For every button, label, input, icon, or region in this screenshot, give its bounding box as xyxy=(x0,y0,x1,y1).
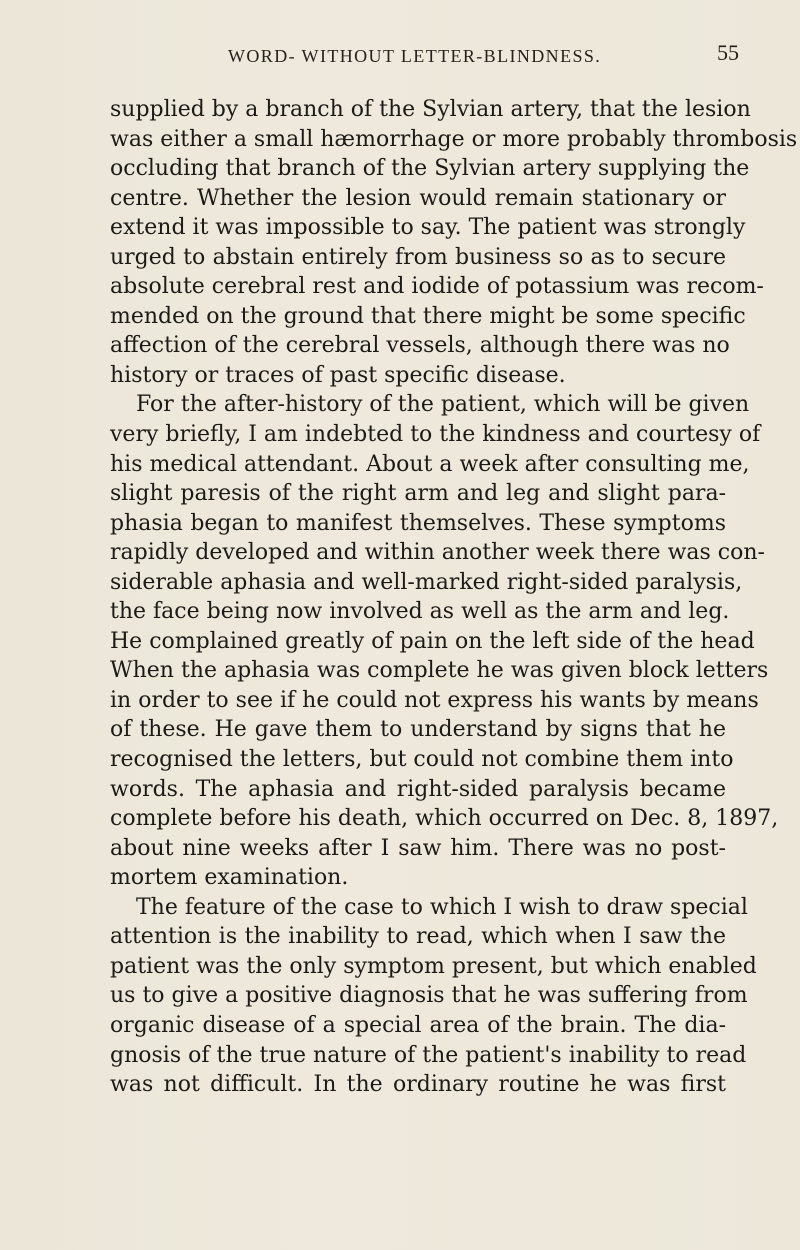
text-line: complete before his death, which occurred on Dec. 8, 1897, xyxy=(110,806,779,832)
text-line: us to give a positive diagnosis that he was suffering from xyxy=(110,983,748,1009)
page-number: 55 xyxy=(717,40,739,65)
text-line: occluding that branch of the Sylvian artery supplying the xyxy=(110,156,750,182)
text-line: supplied by a branch of the Sylvian artery, that the lesion xyxy=(110,97,751,122)
text-line: recognised the letters, but could not combine them into xyxy=(110,747,734,773)
text-line: the face being now involved as well as the arm and leg. xyxy=(110,599,730,625)
text-line: rapidly developed and within another week there was con- xyxy=(110,540,765,566)
text-line: gnosis of the true nature of the patient's inability to read xyxy=(110,1042,747,1068)
text-line: mended on the ground that there might be some specific xyxy=(110,303,746,329)
body-text xyxy=(110,95,798,1100)
text-line: organic disease of a special area of the brain. The dia- xyxy=(110,1012,726,1038)
text-line: words. The aphasia and right-sided paralysis became xyxy=(110,776,726,802)
paragraph-start-line: For the after-history of the patient, which will be given xyxy=(136,392,750,418)
text-line: absolute cerebral rest and iodide of potassium was recom- xyxy=(110,274,764,300)
text-line: mortem examination. xyxy=(110,865,349,891)
text-line: about nine weeks after I saw him. There was no post- xyxy=(110,835,726,861)
text-line: history or traces of past specific disease. xyxy=(110,362,566,388)
text-line: siderable aphasia and well-marked right-sided paralysis, xyxy=(110,569,743,595)
running-title: WORD- WITHOUT LETTER-BLINDNESS. xyxy=(228,46,602,66)
text-line: phasia began to manifest themselves. These symptoms xyxy=(110,510,726,536)
text-line: was not difficult. In the ordinary routine he was first xyxy=(110,1072,726,1098)
text-line: He complained greatly of pain on the left side of the head xyxy=(110,628,755,654)
text-line: centre. Whether the lesion would remain stationary or xyxy=(110,185,726,211)
text-line: was either a small hæmorrhage or more probably thrombosis xyxy=(110,126,798,152)
text-line: attention is the inability to read, which when I saw the xyxy=(110,924,726,950)
text-line: extend it was impossible to say. The patient was strongly xyxy=(110,215,746,241)
text-line: affection of the cerebral vessels, although there was no xyxy=(110,333,730,359)
text-line: his medical attendant. About a week after consulting me, xyxy=(110,451,750,477)
text-line: of these. He gave them to understand by signs that he xyxy=(110,717,726,743)
text-line: When the aphasia was complete he was given block letters xyxy=(110,658,769,684)
paragraph-start-line: The feature of the case to which I wish to draw special xyxy=(136,894,748,920)
text-line: in order to see if he could not express his wants by means xyxy=(110,687,759,713)
text-line: very briefly, I am indebted to the kindness and courtesy of xyxy=(110,422,761,448)
text-line: slight paresis of the right arm and leg and slight para- xyxy=(110,481,726,507)
text-line: patient was the only symptom present, but which enabled xyxy=(110,953,757,979)
text-line: urged to abstain entirely from business so as to secure xyxy=(110,244,726,270)
